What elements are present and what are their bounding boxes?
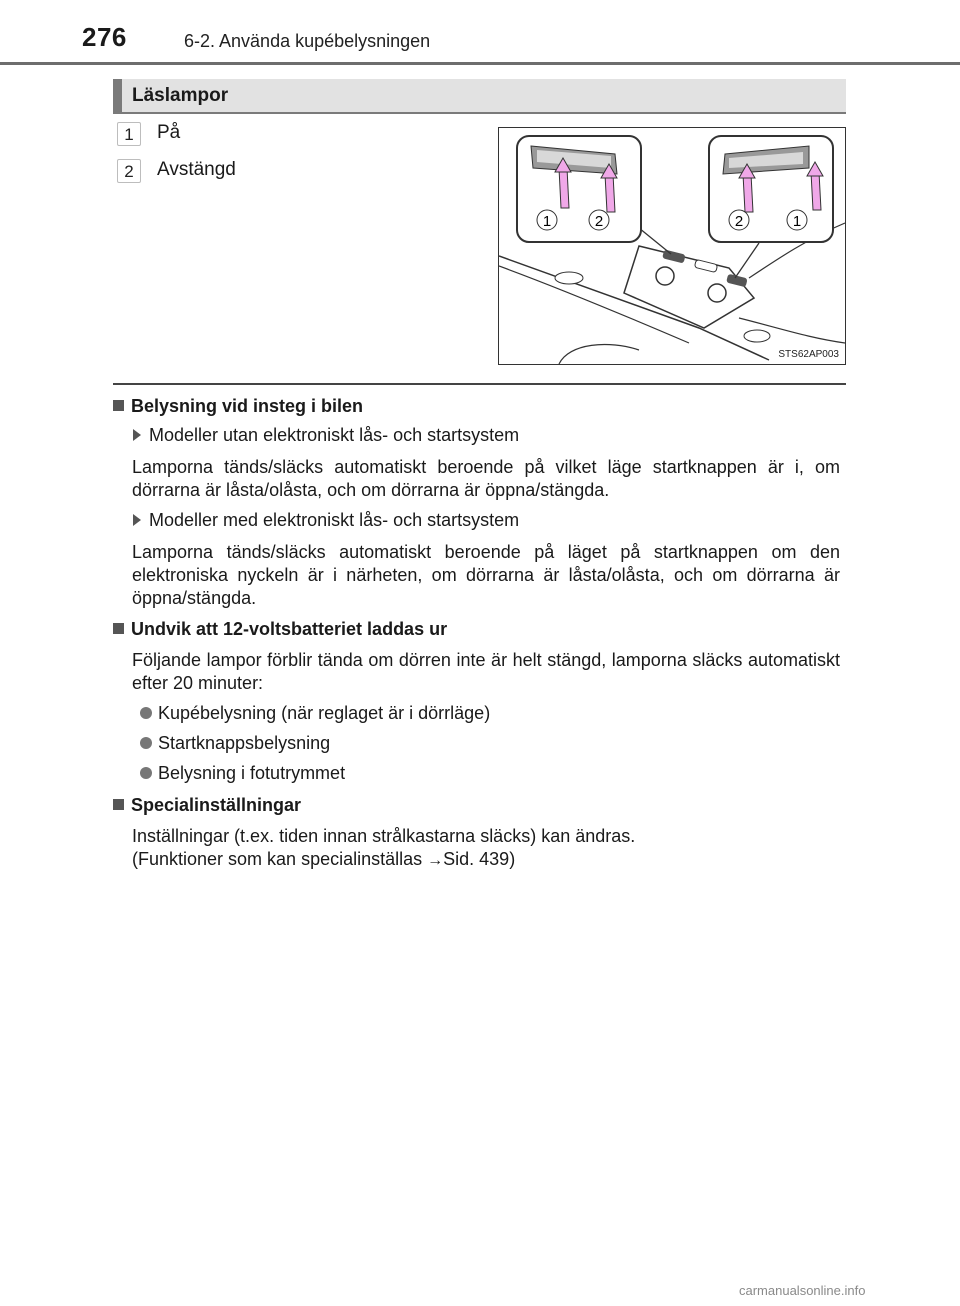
sub-heading-with-smart-key xyxy=(133,510,519,531)
paragraph: Följande lampor förblir tända om dörren inte är helt stängd, lamporna släcks automatiskt efter 20 minuter: xyxy=(132,650,840,693)
watermark: carmanualsonline.info xyxy=(739,1283,866,1298)
header-rule xyxy=(0,62,960,65)
note-heading-text: Undvik att 12-voltsbatteriet laddas ur xyxy=(131,619,448,639)
page-reference[interactable]: Sid. 439) xyxy=(443,849,516,869)
circle-bullet-icon xyxy=(140,707,152,719)
section-accent xyxy=(113,79,122,112)
reading-lamp-illustration xyxy=(498,127,846,365)
paragraph xyxy=(132,825,840,872)
custom-line-2-text: (Funktioner som kan specialinställas xyxy=(132,849,428,869)
section-title: Läslampor xyxy=(132,85,229,106)
note-heading-custom xyxy=(113,795,301,816)
chapter-title: 6-2. Använda kupébelysningen xyxy=(184,31,431,51)
number-badge: 1 xyxy=(117,122,141,146)
note-heading-battery xyxy=(113,619,447,640)
note-heading-text: Belysning vid insteg i bilen xyxy=(131,396,364,416)
bullet-item xyxy=(140,733,330,754)
lamp-drawing xyxy=(499,128,845,364)
callout-number: 1 xyxy=(542,213,552,230)
triangle-bullet-icon xyxy=(133,429,141,441)
paragraph: Lamporna tänds/släcks automatiskt beroende på läget på startknappen om den elektroniska nyckeln är i närheten, om dörrarna är låsta/olåsta, och om dörrarna är öppna/stängda. xyxy=(132,542,840,608)
legend-label: Avstängd xyxy=(157,159,236,180)
square-bullet-icon xyxy=(113,623,124,634)
bullet-text: Startknappsbelysning xyxy=(158,733,331,753)
custom-line-1: Inställningar (t.ex. tiden innan strålkastarna släcks) kan ändras. xyxy=(132,826,636,846)
circle-bullet-icon xyxy=(140,737,152,749)
square-bullet-icon xyxy=(113,400,124,411)
sub-heading-text: Modeller utan elektroniskt lås- och startsystem xyxy=(149,425,520,445)
custom-line-2 xyxy=(132,848,840,872)
arrow-right-icon: → xyxy=(427,852,444,869)
page-number: 276 xyxy=(82,22,127,52)
triangle-bullet-icon xyxy=(133,514,141,526)
figure-code: STS62AP003 xyxy=(778,349,839,360)
paragraph: Lamporna tänds/släcks automatiskt beroende på vilket läge startknappen är i, om dörrarna är låsta/olåsta, och om dörrarna är öppna/stängda. xyxy=(132,457,840,500)
page-header xyxy=(0,0,960,66)
square-bullet-icon xyxy=(113,799,124,810)
note-heading-text: Specialinställningar xyxy=(131,795,302,815)
bullet-item xyxy=(140,703,490,724)
legend-label: På xyxy=(157,122,181,143)
note-heading-entry-lighting xyxy=(113,396,363,417)
callout-number: 2 xyxy=(594,213,604,230)
number-badge: 2 xyxy=(117,159,141,183)
bullet-item xyxy=(140,763,345,784)
sub-heading-text: Modeller med elektroniskt lås- och startsystem xyxy=(149,510,520,530)
callout-number: 1 xyxy=(792,213,802,230)
circle-bullet-icon xyxy=(140,767,152,779)
section-title-bar xyxy=(113,79,846,114)
section-rule xyxy=(113,383,846,385)
bullet-text: Kupébelysning (när reglaget är i dörrläge) xyxy=(158,703,491,723)
callout-number: 2 xyxy=(734,213,744,230)
bullet-text: Belysning i fotutrymmet xyxy=(158,763,346,783)
sub-heading-without-smart-key xyxy=(133,425,519,446)
